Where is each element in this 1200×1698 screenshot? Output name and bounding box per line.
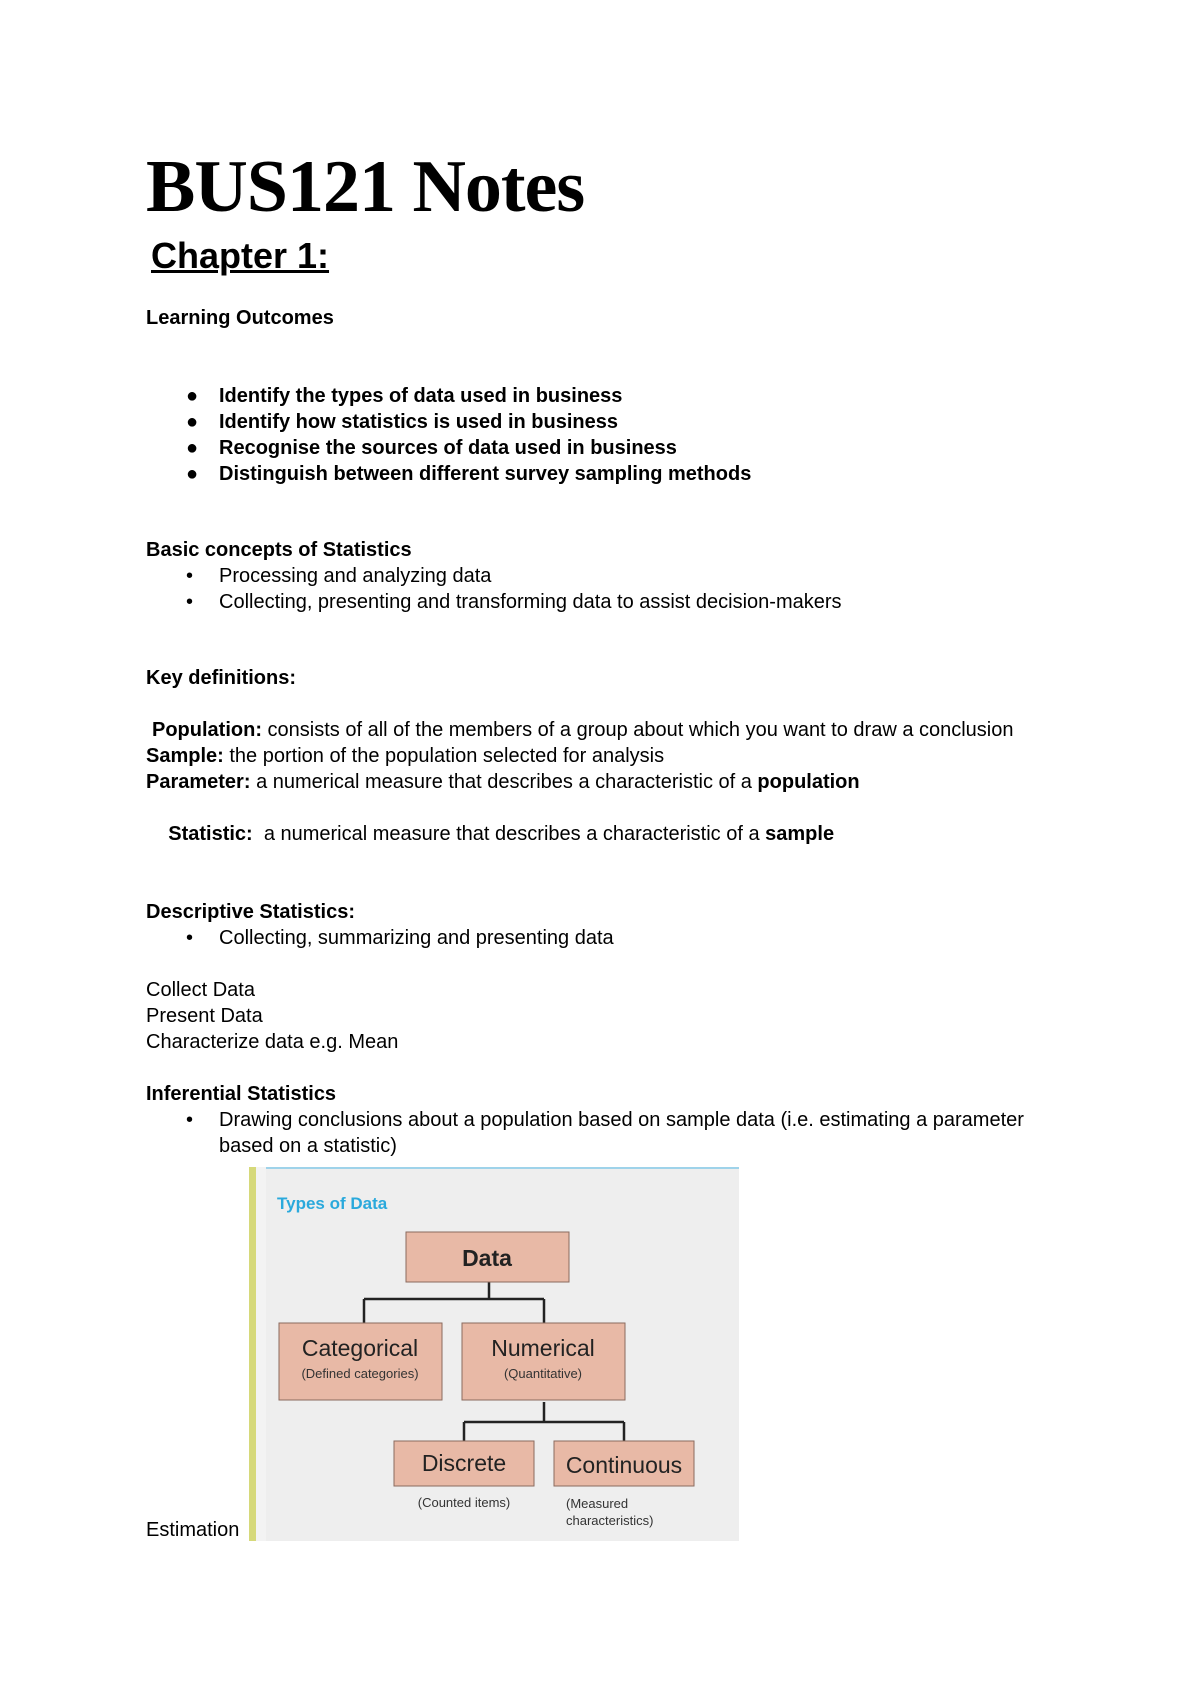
list-item: ● Distinguish between different survey sampling methods [186,463,752,486]
types-of-data-diagram [249,1167,739,1541]
bullet-icon: ● [186,411,199,434]
diagram-heading: Types of Data [277,1194,388,1214]
descriptive-line: Characterize data e.g. Mean [146,1031,399,1054]
bullet-icon: • [186,927,194,950]
list-item: • Processing and analyzing data [186,565,492,588]
continuous-sub-label-2: characteristics) [566,1513,654,1529]
descriptive-line: Collect Data [146,979,255,1002]
basic-concepts-heading: Basic concepts of Statistics [146,539,412,562]
list-item: ● Identify how statistics is used in business [186,411,618,434]
continuous-sub-label-1: (Measured [566,1496,629,1512]
list-item: • Drawing conclusions about a population based on sample data (i.e. estimating a parameter based on a statistic) [186,1109,1024,1158]
discrete-label: Discrete [421,1450,507,1477]
document-page [146,146,1046,1547]
estimation-label: Estimation [146,1519,240,1542]
inferential-statistics-heading: Inferential Statistics [146,1083,337,1106]
bullet-icon: ● [186,463,199,486]
inferential-list [146,1107,1046,1159]
statistic-definition: Statistic: a numerical measure that describes a characteristic of a sample [168,823,835,846]
list-item: • Collecting, presenting and transforming data to assist decision-makers [186,591,842,614]
continuous-label: Continuous [565,1452,683,1479]
key-definitions-heading: Key definitions: [146,667,297,690]
list-item: ● Identify the types of data used in business [186,385,623,408]
chapter-heading: Chapter 1: [151,235,330,276]
numerical-label: Numerical [491,1335,595,1362]
bullet-icon: • [186,565,194,588]
parameter-definition: Parameter: a numerical measure that describes a characteristic of a population [146,771,860,794]
data-node-label: Data [462,1245,512,1272]
list-item: • Collecting, summarizing and presenting data [186,927,614,950]
categorical-sub-label: (Defined categories) [301,1366,419,1382]
document-title: BUS121 Notes [146,146,585,228]
diagram-left-bar [249,1167,256,1541]
population-definition: Population: consists of all of the members of a group about which you want to draw a conclusion [152,719,1014,742]
bullet-icon: • [186,591,194,614]
figure-row [146,1167,1046,1547]
list-item: ● Recognise the sources of data used in business [186,437,677,460]
basic-concepts-list [146,563,1046,615]
descriptive-statistics-heading: Descriptive Statistics: [146,901,355,924]
diagram-top-border [249,1167,739,1169]
diagram-left-gap [256,1167,266,1541]
discrete-sub-label: (Counted items) [417,1495,511,1511]
descriptive-line: Present Data [146,1005,263,1028]
learning-outcomes-list [146,383,1046,487]
learning-outcomes-heading: Learning Outcomes [146,307,334,330]
descriptive-list [146,925,1046,951]
numerical-sub-label: (Quantitative) [503,1366,583,1382]
bullet-icon: • [186,1109,194,1132]
categorical-label: Categorical [301,1335,419,1362]
sample-definition: Sample: the portion of the population selected for analysis [146,745,665,768]
bullet-icon: ● [186,385,199,408]
bullet-icon: ● [186,437,199,460]
